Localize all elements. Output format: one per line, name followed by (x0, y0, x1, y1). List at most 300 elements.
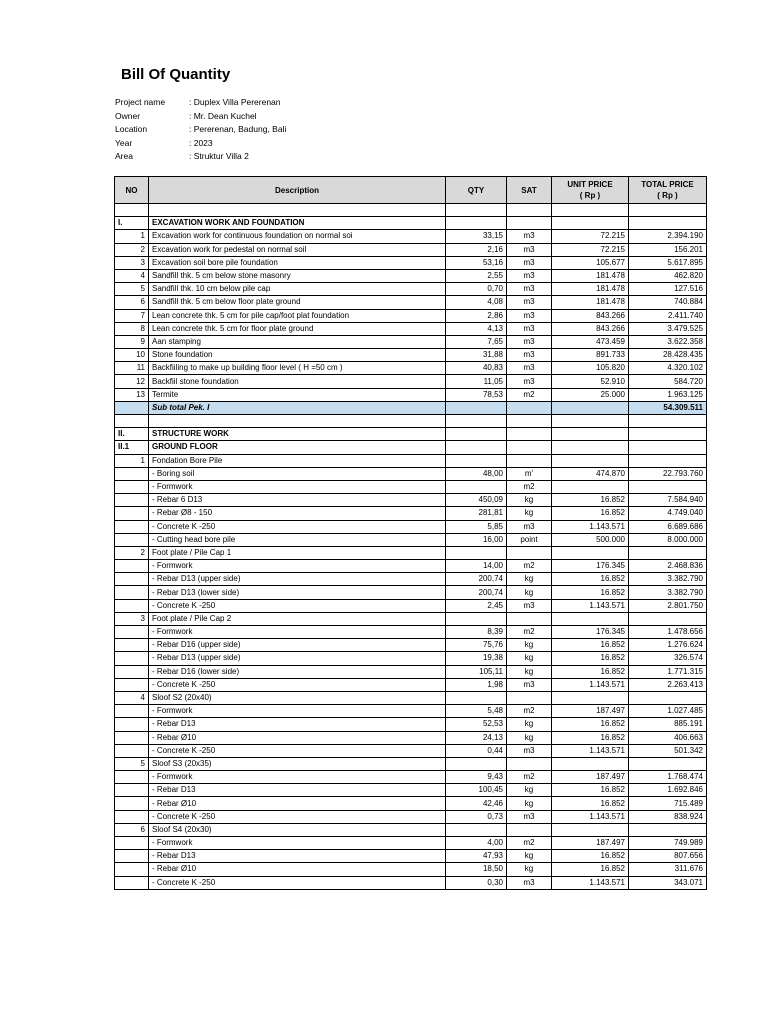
cell-no (115, 718, 149, 731)
cell-qty (446, 823, 507, 836)
cell-sat: kg (507, 850, 552, 863)
meta-label: Location (115, 124, 148, 134)
cell-unit-price: 72.215 (552, 243, 629, 256)
cell-sat: kg (507, 731, 552, 744)
cell-total-price: 2.394.190 (629, 230, 707, 243)
meta-label: Owner (115, 110, 141, 121)
cell-sat (507, 546, 552, 559)
cell-qty: 4,08 (446, 296, 507, 309)
table-row (115, 507, 707, 520)
cell-unit-price: 16.852 (552, 507, 629, 520)
cell-description: Sloof S3 (20x35) (149, 757, 446, 770)
unit-price-label: UNIT PRICE (567, 180, 613, 189)
table-header-row (115, 177, 707, 204)
cell-no: 5 (115, 757, 149, 770)
cell-total-price: 343.071 (629, 876, 707, 889)
cell-description: - Formwork (149, 560, 446, 573)
cell-unit-price: 176.345 (552, 626, 629, 639)
table-row (115, 876, 707, 889)
cell-description: Sloof S2 (20x40) (149, 691, 446, 704)
cell-sat: m3 (507, 269, 552, 282)
cell-unit-price: 16.852 (552, 784, 629, 797)
owner-row (115, 110, 286, 124)
cell-unit-price: 72.215 (552, 230, 629, 243)
cell-sat: point (507, 533, 552, 546)
year-row (115, 137, 286, 151)
cell-qty: 53,16 (446, 256, 507, 269)
cell-qty: 105,11 (446, 665, 507, 678)
cell-qty: 2,86 (446, 309, 507, 322)
cell-no: 6 (115, 823, 149, 836)
cell-description: Lean concrete thk. 5 cm for pile cap/foot plat foundation (149, 309, 446, 322)
table-row (115, 757, 707, 770)
cell-total-price: 1.768.474 (629, 771, 707, 784)
cell-description: GROUND FLOOR (149, 441, 446, 454)
cell-total-price: 326.574 (629, 652, 707, 665)
cell-sat: kg (507, 863, 552, 876)
meta-value: : Duplex Villa Pererenan (189, 97, 281, 107)
cell-description: - Rebar D16 (upper side) (149, 639, 446, 652)
cell-sat: m3 (507, 322, 552, 335)
table-row (115, 243, 707, 256)
cell-description: Foot plate / Pile Cap 2 (149, 612, 446, 625)
cell-unit-price: 176.345 (552, 560, 629, 573)
table-row (115, 269, 707, 282)
cell-no (115, 863, 149, 876)
cell-sat (507, 217, 552, 230)
cell-qty: 19,38 (446, 652, 507, 665)
cell-description: Excavation work for pedestal on normal soil (149, 243, 446, 256)
cell-total-price: 501.342 (629, 744, 707, 757)
cell-total-price: 4.749.040 (629, 507, 707, 520)
meta-value: : Pererenan, Badung, Bali (189, 124, 287, 134)
cell-no: 4 (115, 691, 149, 704)
cell-sat: kg (507, 784, 552, 797)
cell-no: 3 (115, 256, 149, 269)
cell-unit-price: 16.852 (552, 639, 629, 652)
cell-no (115, 480, 149, 493)
cell-no (115, 784, 149, 797)
table-row (115, 784, 707, 797)
cell-description: - Formwork (149, 480, 446, 493)
cell-no (115, 639, 149, 652)
cell-no (115, 494, 149, 507)
cell-no: 1 (115, 230, 149, 243)
cell-sat (507, 401, 552, 414)
project-info (115, 96, 286, 164)
cell-description: Backfiil stone foundation (149, 375, 446, 388)
cell-no: 8 (115, 322, 149, 335)
cell-qty: 78,53 (446, 388, 507, 401)
cell-qty: 100,45 (446, 784, 507, 797)
cell-sat: m2 (507, 705, 552, 718)
cell-description: - Rebar D13 (149, 784, 446, 797)
cell-sat: m3 (507, 230, 552, 243)
meta-value: : Mr. Dean Kuchel (189, 110, 257, 121)
cell-description: - Concrete K -250 (149, 876, 446, 889)
cell-sat: kg (507, 797, 552, 810)
cell-description: - Concrete K -250 (149, 599, 446, 612)
cell-sat: m3 (507, 599, 552, 612)
table-row (115, 560, 707, 573)
cell-unit-price: 187.497 (552, 837, 629, 850)
cell-sat (507, 454, 552, 467)
table-row (115, 626, 707, 639)
cell-qty: 11,05 (446, 375, 507, 388)
cell-total-price: 3.622.358 (629, 335, 707, 348)
table-row (115, 612, 707, 625)
cell-no (115, 586, 149, 599)
subtotal-value: 54.309.511 (629, 401, 707, 414)
meta-value: : 2023 (189, 137, 213, 148)
cell-description: - Rebar D13 (upper side) (149, 573, 446, 586)
cell-total-price: 1.478.656 (629, 626, 707, 639)
col-header-description: Description (149, 177, 446, 204)
cell-no (115, 599, 149, 612)
cell-total-price: 6.689.686 (629, 520, 707, 533)
col-header-qty: QTY (446, 177, 507, 204)
table-row (115, 678, 707, 691)
cell-qty: 9,43 (446, 771, 507, 784)
cell-no (115, 850, 149, 863)
table-row (115, 744, 707, 757)
cell-description: - Concrete K -250 (149, 678, 446, 691)
cell-no (115, 401, 149, 414)
location-row (115, 123, 286, 137)
cell-description: - Cutting head bore pile (149, 533, 446, 546)
table-row (115, 837, 707, 850)
cell-description: - Rebar D13 (upper side) (149, 652, 446, 665)
cell-description: - Rebar Ø10 (149, 797, 446, 810)
cell-description: - Rebar D16 (lower side) (149, 665, 446, 678)
col-header-no: NO (115, 177, 149, 204)
cell-no (115, 731, 149, 744)
table-row (115, 256, 707, 269)
cell-qty (446, 546, 507, 559)
cell-sat (507, 428, 552, 441)
cell-total-price (629, 823, 707, 836)
table-row (115, 533, 707, 546)
cell-unit-price: 52.910 (552, 375, 629, 388)
cell-sat (507, 441, 552, 454)
cell-qty: 5,48 (446, 705, 507, 718)
subtotal-label: Sub total Pek. I (149, 401, 446, 414)
cell-sat: m3 (507, 283, 552, 296)
cell-total-price (629, 612, 707, 625)
cell-unit-price: 16.852 (552, 494, 629, 507)
cell-no: II. (115, 428, 149, 441)
table-row (115, 322, 707, 335)
cell-no: 1 (115, 454, 149, 467)
cell-sat: m3 (507, 375, 552, 388)
cell-unit (552, 441, 629, 454)
cell-description: Sloof S4 (20x30) (149, 823, 446, 836)
cell-unit (552, 217, 629, 230)
cell-sat: m2 (507, 626, 552, 639)
cell-desc (149, 415, 446, 428)
cell-qty: 0,70 (446, 283, 507, 296)
cell-description: Aan stamping (149, 335, 446, 348)
cell-total-price: 1.692.846 (629, 784, 707, 797)
cell-sat: m3 (507, 243, 552, 256)
table-row (115, 810, 707, 823)
cell-no (115, 204, 149, 217)
cell-no: 9 (115, 335, 149, 348)
cell-total-price: 2.468.836 (629, 560, 707, 573)
cell-sat: m3 (507, 309, 552, 322)
cell-qty: 48,00 (446, 467, 507, 480)
subtotal-row (115, 401, 707, 414)
cell-no: II.1 (115, 441, 149, 454)
cell-qty (446, 757, 507, 770)
cell-qty: 281,81 (446, 507, 507, 520)
cell-no (115, 678, 149, 691)
table-row (115, 467, 707, 480)
cell-qty: 40,83 (446, 362, 507, 375)
cell-description: Sandfill thk. 5 cm below stone masonry (149, 269, 446, 282)
cell-total-price: 885.191 (629, 718, 707, 731)
cell-no: 12 (115, 375, 149, 388)
cell-total-price (629, 454, 707, 467)
col-header-total-price (629, 177, 707, 204)
cell-unit-price: 25.000 (552, 388, 629, 401)
cell-qty (446, 454, 507, 467)
section-row (115, 441, 707, 454)
cell-sat (507, 204, 552, 217)
cell-qty: 4,00 (446, 837, 507, 850)
table-row (115, 665, 707, 678)
table-row (115, 480, 707, 493)
cell-description: - Formwork (149, 705, 446, 718)
cell-total-price (629, 480, 707, 493)
cell-description: - Rebar D13 (149, 850, 446, 863)
cell-total-price: 1.771.315 (629, 665, 707, 678)
total-price-currency: ( Rp ) (657, 191, 678, 200)
table-row (115, 454, 707, 467)
cell-no: 2 (115, 546, 149, 559)
table-body (115, 204, 707, 890)
table-row (115, 639, 707, 652)
cell-sat: kg (507, 639, 552, 652)
cell-total (629, 415, 707, 428)
cell-qty: 2,55 (446, 269, 507, 282)
cell-unit-price: 1.143.571 (552, 599, 629, 612)
cell-unit-price: 843.266 (552, 309, 629, 322)
cell-qty (446, 441, 507, 454)
cell-total-price: 156.201 (629, 243, 707, 256)
cell-sat: m2 (507, 560, 552, 573)
cell-qty: 31,88 (446, 349, 507, 362)
cell-description: - Rebar Ø10 (149, 863, 446, 876)
cell-total-price: 584.720 (629, 375, 707, 388)
cell-no: 3 (115, 612, 149, 625)
cell-total-price: 4.320.102 (629, 362, 707, 375)
table-row (115, 573, 707, 586)
total-price-label: TOTAL PRICE (641, 180, 694, 189)
cell-unit (552, 204, 629, 217)
cell-description: - Rebar 6 D13 (149, 494, 446, 507)
cell-qty: 42,46 (446, 797, 507, 810)
cell-sat: kg (507, 494, 552, 507)
cell-sat: kg (507, 573, 552, 586)
table-row (115, 586, 707, 599)
table-row (115, 797, 707, 810)
cell-unit-price: 16.852 (552, 586, 629, 599)
cell-qty (446, 204, 507, 217)
cell-no (115, 507, 149, 520)
cell-sat: m2 (507, 480, 552, 493)
table-row (115, 375, 707, 388)
cell-no (115, 415, 149, 428)
cell-sat: m2 (507, 771, 552, 784)
document-title: Bill Of Quantity (121, 66, 231, 83)
cell-sat: m3 (507, 744, 552, 757)
cell-unit-price: 187.497 (552, 705, 629, 718)
blank-row (115, 415, 707, 428)
cell-unit-price: 187.497 (552, 771, 629, 784)
cell-description: - Rebar Ø10 (149, 731, 446, 744)
cell-total-price: 1.963.125 (629, 388, 707, 401)
cell-description: EXCAVATION WORK AND FOUNDATION (149, 217, 446, 230)
cell-qty: 0,73 (446, 810, 507, 823)
cell-unit-price: 105.677 (552, 256, 629, 269)
table-row (115, 599, 707, 612)
section-row (115, 428, 707, 441)
cell-no (115, 797, 149, 810)
cell-sat: m2 (507, 837, 552, 850)
cell-qty: 450,09 (446, 494, 507, 507)
table-row (115, 362, 707, 375)
table-row (115, 296, 707, 309)
table-row (115, 863, 707, 876)
cell-total-price: 406.663 (629, 731, 707, 744)
cell-sat: m3 (507, 256, 552, 269)
cell-sat (507, 757, 552, 770)
cell-unit-price (552, 757, 629, 770)
cell-unit-price: 1.143.571 (552, 744, 629, 757)
cell-no (115, 837, 149, 850)
cell-description: - Concrete K -250 (149, 520, 446, 533)
cell-no (115, 573, 149, 586)
cell-description: Lean concrete thk. 5 cm for floor plate ground (149, 322, 446, 335)
cell-description: Stone foundation (149, 349, 446, 362)
table-row (115, 546, 707, 559)
cell-unit-price: 473.459 (552, 335, 629, 348)
cell-total-price: 3.382.790 (629, 586, 707, 599)
cell-description: - Formwork (149, 626, 446, 639)
table-row (115, 850, 707, 863)
cell-unit-price: 16.852 (552, 731, 629, 744)
meta-value: : Struktur Villa 2 (189, 151, 249, 161)
cell-no (115, 560, 149, 573)
cell-qty: 14,00 (446, 560, 507, 573)
blank-row (115, 204, 707, 217)
cell-unit-price: 16.852 (552, 665, 629, 678)
cell-sat (507, 691, 552, 704)
cell-total-price: 311.676 (629, 863, 707, 876)
table-row (115, 230, 707, 243)
cell-qty: 0,30 (446, 876, 507, 889)
cell-unit-price: 1.143.571 (552, 678, 629, 691)
table-row (115, 823, 707, 836)
cell-sat: kg (507, 507, 552, 520)
table-row (115, 283, 707, 296)
cell-total-price: 2.801.750 (629, 599, 707, 612)
cell-total (629, 441, 707, 454)
cell-desc (149, 204, 446, 217)
cell-sat: m3 (507, 810, 552, 823)
cell-sat: kg (507, 665, 552, 678)
cell-description: - Rebar D13 (lower side) (149, 586, 446, 599)
cell-no (115, 665, 149, 678)
cell-total (629, 204, 707, 217)
cell-total (629, 217, 707, 230)
table-row (115, 731, 707, 744)
cell-description: - Rebar D13 (149, 718, 446, 731)
cell-unit-price: 1.143.571 (552, 876, 629, 889)
cell-unit-price (552, 691, 629, 704)
cell-unit-price: 16.852 (552, 652, 629, 665)
cell-total (629, 428, 707, 441)
project-name-row (115, 96, 286, 110)
cell-no: 4 (115, 269, 149, 282)
cell-qty: 4,13 (446, 322, 507, 335)
cell-qty: 18,50 (446, 863, 507, 876)
cell-unit-price: 181.478 (552, 269, 629, 282)
cell-qty: 5,85 (446, 520, 507, 533)
cell-sat: m3 (507, 362, 552, 375)
cell-total-price: 8.000.000 (629, 533, 707, 546)
table-row (115, 494, 707, 507)
cell-total-price: 1.027.485 (629, 705, 707, 718)
cell-unit (552, 401, 629, 414)
cell-qty: 33,15 (446, 230, 507, 243)
cell-sat: kg (507, 718, 552, 731)
cell-qty: 8,39 (446, 626, 507, 639)
cell-unit-price (552, 546, 629, 559)
cell-sat (507, 612, 552, 625)
cell-sat: m3 (507, 349, 552, 362)
cell-total-price: 28.428.435 (629, 349, 707, 362)
cell-description: Foot plate / Pile Cap 1 (149, 546, 446, 559)
table-row (115, 388, 707, 401)
table-row (115, 309, 707, 322)
cell-unit-price: 1.143.571 (552, 810, 629, 823)
cell-qty: 1,98 (446, 678, 507, 691)
cell-qty (446, 401, 507, 414)
cell-no: 7 (115, 309, 149, 322)
cell-no (115, 520, 149, 533)
meta-label: Year (115, 137, 133, 148)
cell-no (115, 705, 149, 718)
col-header-sat: SAT (507, 177, 552, 204)
table-row (115, 705, 707, 718)
cell-no (115, 771, 149, 784)
cell-no: 11 (115, 362, 149, 375)
cell-no: 6 (115, 296, 149, 309)
cell-unit-price: 500.000 (552, 533, 629, 546)
cell-total-price: 715.489 (629, 797, 707, 810)
cell-description: - Concrete K -250 (149, 810, 446, 823)
cell-no (115, 744, 149, 757)
table-row (115, 652, 707, 665)
cell-no: 10 (115, 349, 149, 362)
cell-total-price (629, 546, 707, 559)
cell-no (115, 876, 149, 889)
cell-no (115, 652, 149, 665)
cell-qty (446, 612, 507, 625)
cell-total-price: 1.276.624 (629, 639, 707, 652)
